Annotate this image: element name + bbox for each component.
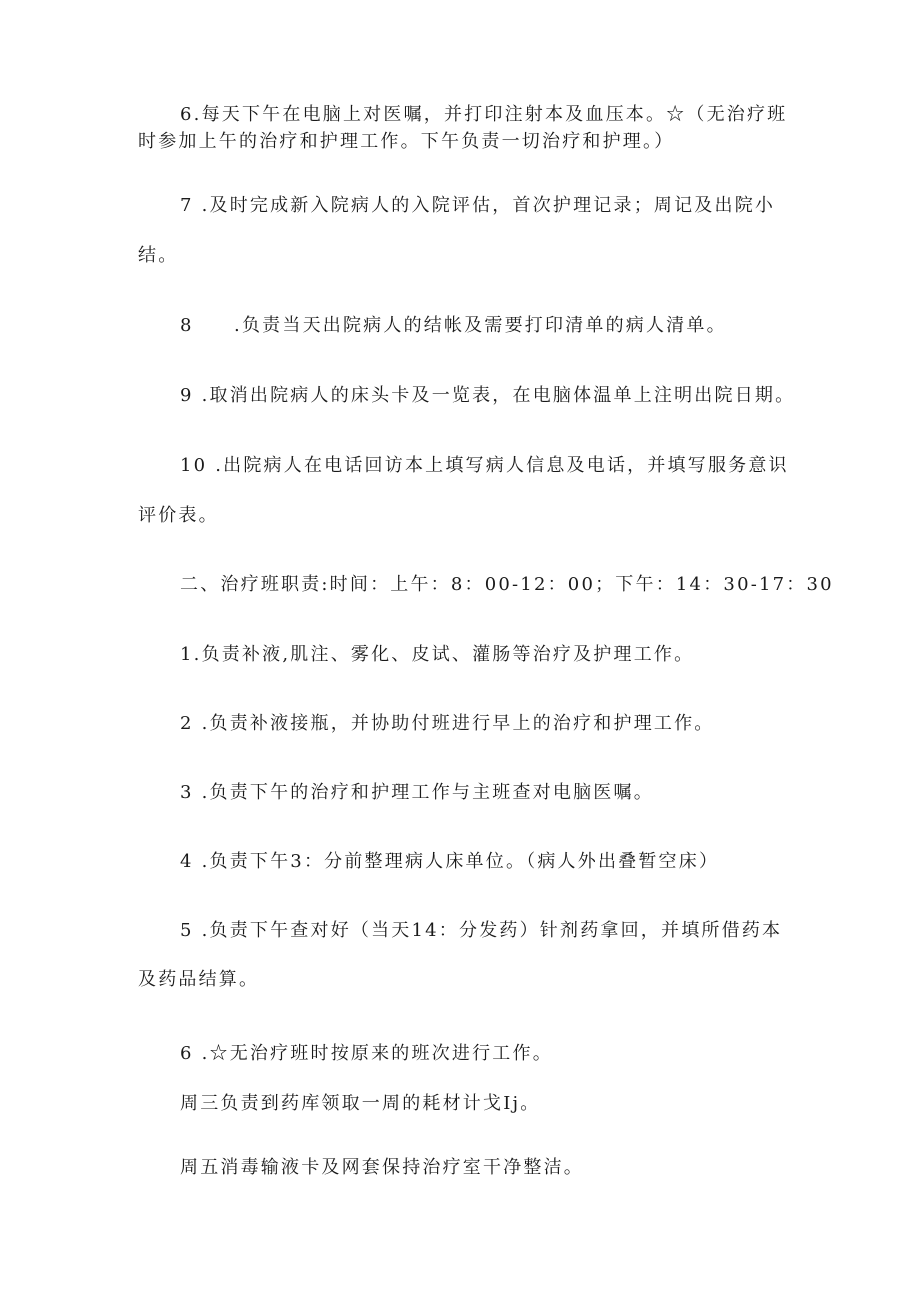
text-line: 6 .☆无治疗班时按原来的班次进行工作。 <box>180 1043 553 1064</box>
text-line: 5 .负责下午查对好（当天14：分发药）针剂药拿回，并填所借药本 <box>180 920 783 941</box>
text-line: 评价表。 <box>138 505 219 526</box>
text-line: 7 .及时完成新入院病人的入院评估，首次护理记录；周记及出院小 <box>180 195 776 216</box>
section-heading: 二、治疗班职责:时间：上午：8：00-12：00；下午：14：30-17：30 <box>180 574 834 595</box>
text-line: 3 .负责下午的治疗和护理工作与主班查对电脑医嘱。 <box>180 782 654 803</box>
text-line: 8 .负责当天出院病人的结帐及需要打印清单的病人清单。 <box>180 315 727 336</box>
text-line: 2 .负责补液接瓶，并协助付班进行早上的治疗和护理工作。 <box>180 713 715 734</box>
text-line: 9 .取消出院病人的床头卡及一览表，在电脑体温单上注明出院日期。 <box>180 385 796 406</box>
text-line: 1.负责补液,肌注、雾化、皮试、灌肠等治疗及护理工作。 <box>180 644 695 665</box>
text-line: 4 .负责下午3：分前整理病人床单位。（病人外出叠暂空床） <box>180 851 720 872</box>
text-line: 及药品结算。 <box>138 969 260 990</box>
text-line: 周三负责到药库领取一周的耗材计戈Ij。 <box>180 1093 541 1114</box>
text-line: 时参加上午的治疗和护理工作。下午负责一切治疗和护理。） <box>138 131 675 152</box>
text-line: 10 .出院病人在电话回访本上填写病人信息及电话，并填写服务意识 <box>180 455 789 476</box>
text-line: 6.每天下午在电脑上对医嘱，并打印注射本及血压本。☆（无治疗班 <box>180 104 788 125</box>
text-line: 结。 <box>138 245 179 266</box>
text-line: 周五消毒输液卡及网套保持治疗室干净整洁。 <box>180 1157 584 1178</box>
